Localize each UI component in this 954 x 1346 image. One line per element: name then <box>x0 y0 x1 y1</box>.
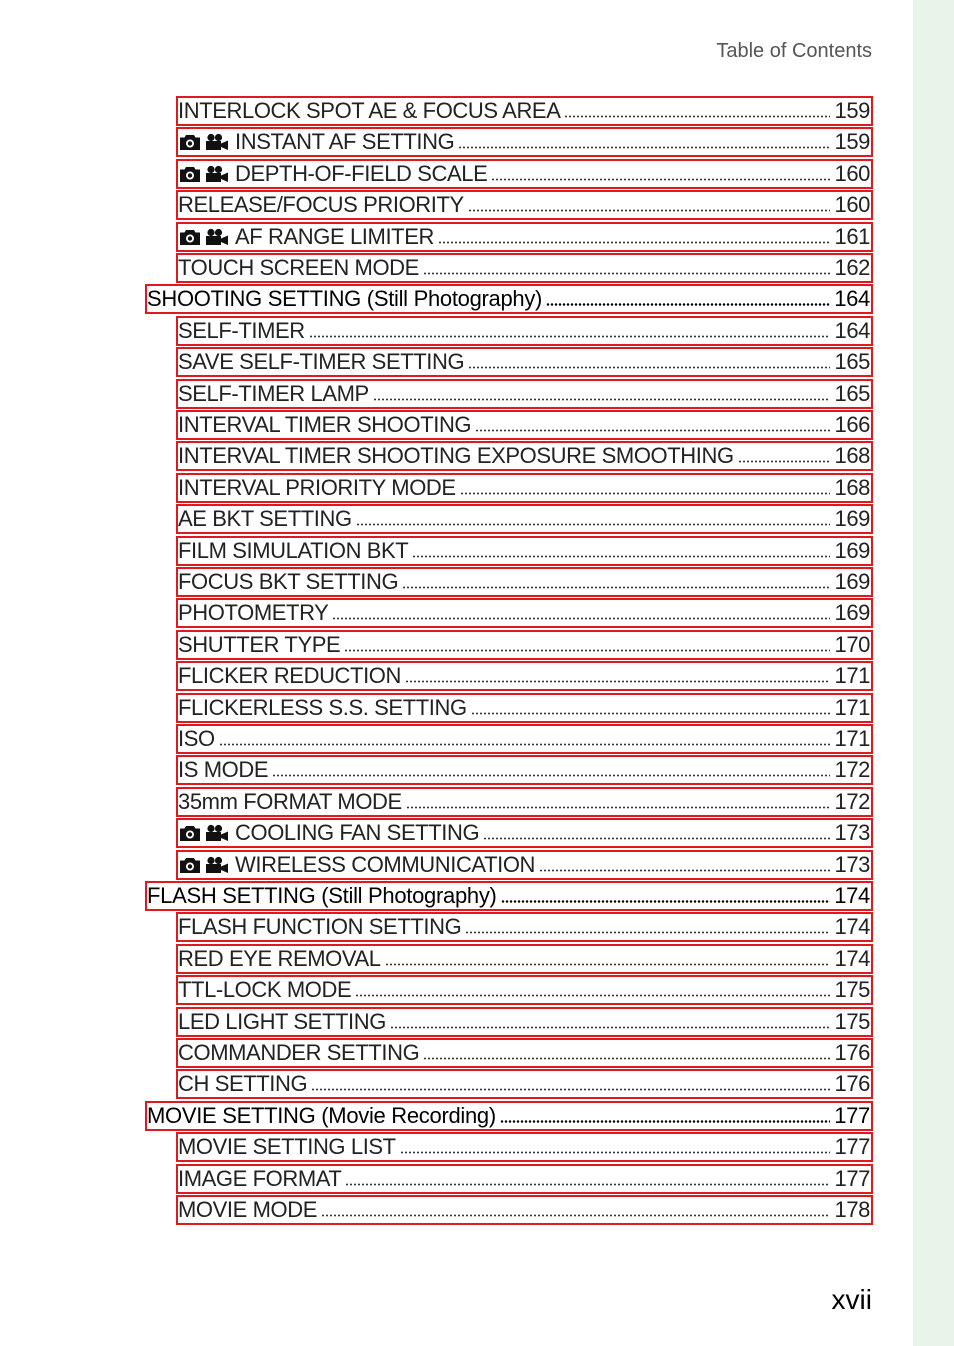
toc-entry[interactable] <box>176 1195 873 1225</box>
movie-camera-icon <box>205 856 229 874</box>
leader-dots <box>738 460 831 463</box>
still-movie-icons <box>179 165 229 183</box>
leader-dots <box>501 900 831 903</box>
toc-entry[interactable] <box>176 253 873 283</box>
toc-entry[interactable] <box>176 347 873 377</box>
toc-entry-label: TTL-LOCK MODE <box>178 977 352 1003</box>
toc-entry-label: SELF-TIMER LAMP <box>178 380 369 406</box>
leader-dots <box>355 994 830 997</box>
still-movie-icons <box>179 856 229 874</box>
leader-dots <box>465 931 830 934</box>
toc-entry-page: 164 <box>834 286 870 312</box>
toc-entry-label: INTERLOCK SPOT AE & FOCUS AREA <box>178 98 561 123</box>
page-number: xvii <box>831 1284 872 1315</box>
leader-dots <box>219 743 831 746</box>
toc-entry[interactable] <box>176 850 873 880</box>
toc-entry-page: 176 <box>834 1040 870 1065</box>
toc-entry-label: INTERVAL TIMER SHOOTING EXPOSURE SMOOTHING <box>178 443 734 469</box>
toc-entry[interactable] <box>176 222 873 252</box>
toc-entry-page: 174 <box>834 945 870 971</box>
toc-entry[interactable] <box>176 316 873 346</box>
toc-entry-label: FLICKERLESS S.S. SETTING <box>178 694 467 720</box>
leader-dots <box>491 178 830 181</box>
toc-entry-label: MOVIE SETTING LIST <box>178 1134 396 1160</box>
toc-entry-page: 175 <box>834 1008 870 1034</box>
toc-entry-page: 171 <box>834 726 870 751</box>
toc-entry-label: FOCUS BKT SETTING <box>178 569 399 594</box>
toc-entry-label: CH SETTING <box>178 1071 308 1097</box>
toc-entry[interactable] <box>176 379 873 409</box>
leader-dots <box>423 1057 830 1060</box>
leader-dots <box>468 366 830 369</box>
leader-dots <box>390 1026 831 1029</box>
toc-entry-page: 170 <box>834 631 870 657</box>
leader-dots <box>460 492 831 495</box>
camera-icon <box>179 856 201 874</box>
toc-entry[interactable] <box>176 912 873 942</box>
toc-entry-page: 174 <box>834 883 870 908</box>
toc-entry[interactable] <box>176 1132 873 1162</box>
toc-entry[interactable] <box>176 1164 873 1194</box>
toc-entry[interactable] <box>176 944 873 974</box>
toc-entry[interactable] <box>176 598 873 628</box>
toc-entry[interactable] <box>176 787 873 817</box>
toc-entry-page: 160 <box>834 192 870 218</box>
movie-camera-icon <box>205 228 229 246</box>
toc-entry-label: WIRELESS COMMUNICATION <box>235 851 536 877</box>
still-movie-icons <box>179 824 229 842</box>
toc-entry-page: 159 <box>834 98 870 123</box>
toc-entry[interactable] <box>176 567 873 597</box>
toc-entry[interactable] <box>176 693 873 723</box>
leader-dots <box>406 806 831 809</box>
toc-entry-label: DEPTH-OF-FIELD SCALE <box>235 160 488 186</box>
leader-dots <box>321 1214 830 1217</box>
toc-entry-page: 171 <box>834 694 870 720</box>
toc-entry-label: PHOTOMETRY <box>178 600 329 626</box>
toc-entry-label: SELF-TIMER <box>178 317 305 343</box>
toc-entry-page: 177 <box>834 1102 870 1128</box>
leader-dots <box>423 272 831 275</box>
leader-dots <box>385 963 831 966</box>
toc-entry-page: 173 <box>834 851 870 877</box>
toc-section-heading[interactable] <box>145 1101 873 1131</box>
toc-entry[interactable] <box>176 536 873 566</box>
leader-dots <box>546 303 830 306</box>
leader-dots <box>332 617 830 620</box>
leader-dots <box>373 398 831 401</box>
page-header: Table of Contents <box>716 40 872 62</box>
toc-entry-page: 176 <box>834 1071 870 1097</box>
toc-entry-page: 175 <box>834 977 870 1003</box>
toc-entry-label: COMMANDER SETTING <box>178 1040 420 1065</box>
toc-entry-page: 177 <box>834 1134 870 1160</box>
leader-dots <box>468 209 831 212</box>
toc-entry[interactable] <box>176 127 873 157</box>
leader-dots <box>539 869 830 872</box>
toc-entry-label: INSTANT AF SETTING <box>235 129 455 155</box>
toc-entry[interactable] <box>176 473 873 503</box>
leader-dots <box>458 146 830 149</box>
toc-entry-page: 165 <box>834 349 870 375</box>
toc-entry[interactable] <box>176 410 873 440</box>
toc-entry-label: INTERVAL TIMER SHOOTING <box>178 412 472 437</box>
toc-entry-page: 177 <box>834 1165 870 1191</box>
toc-entry[interactable] <box>176 504 873 534</box>
toc-entry-page: 165 <box>834 380 870 406</box>
leader-dots <box>475 429 830 432</box>
toc-entry[interactable] <box>176 975 873 1005</box>
leader-dots <box>564 115 830 118</box>
toc-section-heading[interactable] <box>145 284 873 314</box>
toc-entry[interactable] <box>176 724 873 754</box>
toc-entry[interactable] <box>176 1069 873 1099</box>
toc-entry-page: 174 <box>834 914 870 940</box>
toc-entry-label: SHOOTING SETTING (Still Photography) <box>147 286 543 312</box>
leader-dots <box>438 241 831 244</box>
toc-entry-label: IMAGE FORMAT <box>178 1165 342 1191</box>
leader-dots <box>412 555 830 558</box>
toc-entry[interactable] <box>176 1007 873 1037</box>
camera-icon <box>179 824 201 842</box>
toc-entry-label: ISO <box>178 726 215 751</box>
toc-entry[interactable] <box>176 190 873 220</box>
toc-entry-page: 172 <box>834 757 870 783</box>
toc-entry-label: SHUTTER TYPE <box>178 631 341 657</box>
toc-entry-page: 160 <box>834 160 870 186</box>
toc-entry[interactable] <box>176 159 873 189</box>
toc-entry-page: 169 <box>834 506 870 532</box>
leader-dots <box>471 712 831 715</box>
toc-entry-page: 159 <box>834 129 870 155</box>
toc-entry-page: 164 <box>834 317 870 343</box>
toc-entry-label: IS MODE <box>178 757 269 783</box>
leader-dots <box>344 649 830 652</box>
toc-section-heading[interactable] <box>145 881 873 911</box>
toc-entry-label: MOVIE MODE <box>178 1197 318 1222</box>
toc-entry-label: MOVIE SETTING (Movie Recording) <box>147 1102 496 1128</box>
toc-entry-label: LED LIGHT SETTING <box>178 1008 386 1034</box>
leader-dots <box>309 335 831 338</box>
movie-camera-icon <box>205 165 229 183</box>
toc-entry-label: TOUCH SCREEN MODE <box>178 255 419 280</box>
toc-entry-label: FLICKER REDUCTION <box>178 663 401 689</box>
camera-icon <box>179 228 201 246</box>
toc-entry-label: INTERVAL PRIORITY MODE <box>178 474 456 500</box>
camera-icon <box>179 133 201 151</box>
leader-dots <box>345 1183 830 1186</box>
toc-entry[interactable] <box>176 661 873 691</box>
toc-entry[interactable] <box>176 630 873 660</box>
toc-entry-page: 169 <box>834 537 870 563</box>
toc-entry-label: AF RANGE LIMITER <box>235 223 434 249</box>
toc-entry-label: COOLING FAN SETTING <box>235 820 480 846</box>
toc-entry-label: AE BKT SETTING <box>178 506 352 532</box>
movie-camera-icon <box>205 133 229 151</box>
side-strip <box>913 0 954 1346</box>
leader-dots <box>400 1151 831 1154</box>
leader-dots <box>402 586 830 589</box>
movie-camera-icon <box>205 824 229 842</box>
toc-entry[interactable] <box>176 755 873 785</box>
toc-entry[interactable] <box>176 96 873 126</box>
toc-entry-label: RED EYE REMOVAL <box>178 945 381 971</box>
toc-entry-page: 168 <box>834 443 870 469</box>
toc-entry-page: 173 <box>834 820 870 846</box>
toc-entry-label: FILM SIMULATION BKT <box>178 537 409 563</box>
toc-entry-label: FLASH FUNCTION SETTING <box>178 914 462 940</box>
toc-entry-label: FLASH SETTING (Still Photography) <box>147 883 497 908</box>
toc-entry-page: 172 <box>834 788 870 814</box>
leader-dots <box>311 1088 830 1091</box>
toc-entry-label: 35mm FORMAT MODE <box>178 788 402 814</box>
leader-dots <box>356 523 831 526</box>
toc-entry-page: 169 <box>834 600 870 626</box>
leader-dots <box>405 680 830 683</box>
leader-dots <box>500 1120 830 1123</box>
toc-entry-page: 178 <box>834 1197 870 1222</box>
toc-entry[interactable] <box>176 441 873 471</box>
camera-icon <box>179 165 201 183</box>
still-movie-icons <box>179 228 229 246</box>
toc-entry-page: 166 <box>834 412 870 437</box>
still-movie-icons <box>179 133 229 151</box>
toc-entry-label: SAVE SELF-TIMER SETTING <box>178 349 465 375</box>
toc-entry[interactable] <box>176 1038 873 1068</box>
leader-dots <box>483 837 830 840</box>
toc-entry-page: 169 <box>834 569 870 594</box>
toc-entry[interactable] <box>176 818 873 848</box>
toc-entry-page: 161 <box>834 223 870 249</box>
toc-entry-page: 168 <box>834 474 870 500</box>
toc-entry-label: RELEASE/FOCUS PRIORITY <box>178 192 464 218</box>
leader-dots <box>272 774 830 777</box>
toc-entry-page: 171 <box>834 663 870 689</box>
toc-entry-page: 162 <box>834 255 870 280</box>
